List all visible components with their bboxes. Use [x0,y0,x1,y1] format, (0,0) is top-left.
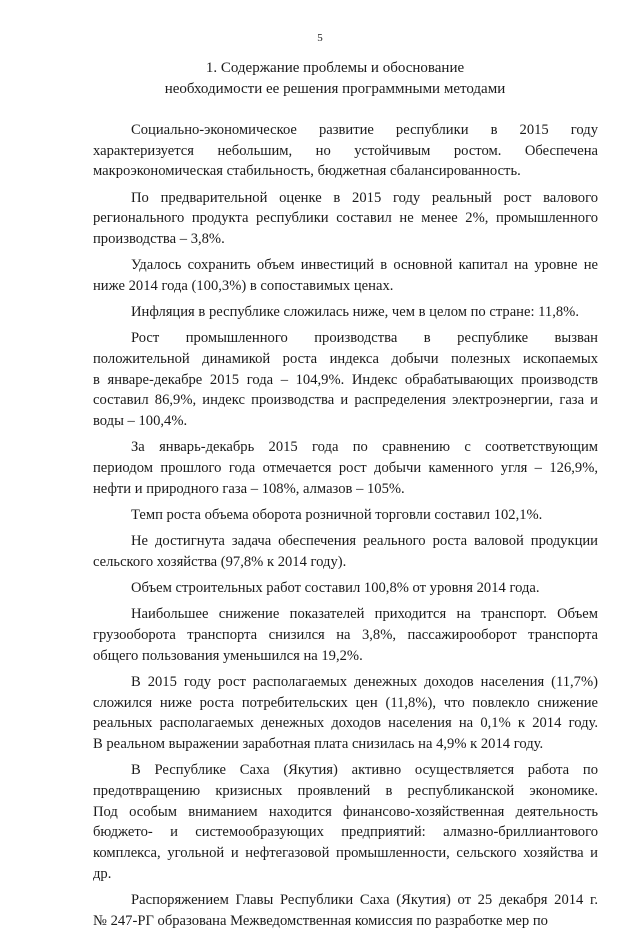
paragraph-line: Удалось сохранить объем инвестиций в основной капитал на уровне не [131,257,598,274]
document-body [93,120,598,937]
paragraph [93,302,598,323]
paragraph-line: Объем строительных работ составил 100,8% от уровня 2014 года. [131,580,540,597]
paragraph-line: характеризуется небольшим, но устойчивым ростом. Обеспечена [93,142,598,159]
paragraph [93,604,598,666]
section-heading [60,58,610,100]
paragraph-line: Инфляция в республике сложилась ниже, чем в целом по стране: 11,8%. [131,304,579,321]
paragraph-line: предотвращению кризисных проявлений в республиканской экономике. [93,782,598,799]
heading-line: необходимости ее решения программными методами [164,81,506,97]
paragraph-line: реальных располагаемых денежных доходов населения на 0,1% к 2014 году. [93,715,598,732]
paragraph-line: Темп роста объема оборота розничной торговли составил 102,1%. [131,506,543,523]
paragraph-line: ниже 2014 года (100,3%) в сопоставимых ценах. [93,277,394,294]
paragraph-line: сложился ниже роста потребительских цен (11,8%), что повлекло снижение [93,694,598,711]
paragraph-line: Рост промышленного производства в республике вызван [131,330,598,347]
paragraph-line: периодом прошлого года отмечается рост добычи каменного угля – 126,9%, [93,460,598,477]
paragraph-line: производства – 3,8%. [93,231,225,248]
paragraph [93,255,598,296]
paragraph-line: грузооборота транспорта снизился на 3,8%, пассажирооборот транспорта [93,626,598,643]
paragraph [93,120,598,182]
paragraph [93,437,598,499]
paragraph-line: комплекса, угольной и нефтегазовой промышленности, сельского хозяйства и [93,845,598,861]
paragraph-line: В реальном выражении заработная плата снизилась на 4,9% к 2014 году. [93,735,544,752]
paragraph-line: макроэкономическая стабильность, бюджетная сбалансированность. [93,163,521,180]
paragraph-line: Распоряжением Главы Республики Саха (Якутия) от 25 декабря 2014 г. [131,891,598,908]
paragraph-line: нефти и природного газа – 108%, алмазов – 105%. [93,480,405,497]
paragraph [93,505,598,526]
paragraph-line: воды – 100,4%. [93,413,188,430]
paragraph-line: За январь-декабрь 2015 года по сравнению с соответствующим [131,439,598,456]
paragraph-line: Наибольшее снижение показателей приходится на транспорт. Объем [131,606,598,623]
paragraph-line: положительной динамикой роста индекса добычи полезных ископаемых [93,351,598,368]
paragraph-line: Под особым вниманием находится финансово-хозяйственная деятельность [93,803,598,820]
paragraph [93,760,598,884]
paragraph-line: составил 86,9%, индекс производства и распределения электроэнергии, газа и [93,392,598,409]
paragraph-line: бюджето- и системообразующих предприятий: алмазно-бриллиантового [93,824,598,841]
paragraph [93,672,598,755]
paragraph [93,531,598,572]
paragraph-line: др. [93,865,112,882]
paragraph-line: регионального продукта республики составил не менее 2%, промышленного [93,210,598,227]
paragraph-line: Социально-экономическое развитие республики в 2015 году [131,122,598,138]
paragraph-line: По предварительной оценке в 2015 году реальный рост валового [131,189,598,206]
paragraph [93,328,598,432]
paragraph-line: общего пользования уменьшился на 19,2%. [93,647,363,664]
paragraph-line: Не достигнута задача обеспечения реального роста валовой продукции [131,533,598,550]
paragraph [93,188,598,250]
paragraph-line: № 247-РГ образована Межведомственная комиссия по разработке мер по [93,912,548,929]
heading-line: 1. Содержание проблемы и обоснование [205,60,465,76]
paragraph-line: сельского хозяйства (97,8% к 2014 году). [93,553,347,570]
page-number: 5 [317,32,323,44]
paragraph-line: В 2015 году рост располагаемых денежных доходов населения (11,7%) [131,673,598,690]
paragraph [93,890,598,931]
paragraph-line: В Республике Саха (Якутия) активно осуществляется работа по [131,762,598,779]
paragraph-line: в январе-декабре 2015 года – 104,9%. Индекс обрабатывающих производств [93,371,598,388]
paragraph [93,578,598,599]
